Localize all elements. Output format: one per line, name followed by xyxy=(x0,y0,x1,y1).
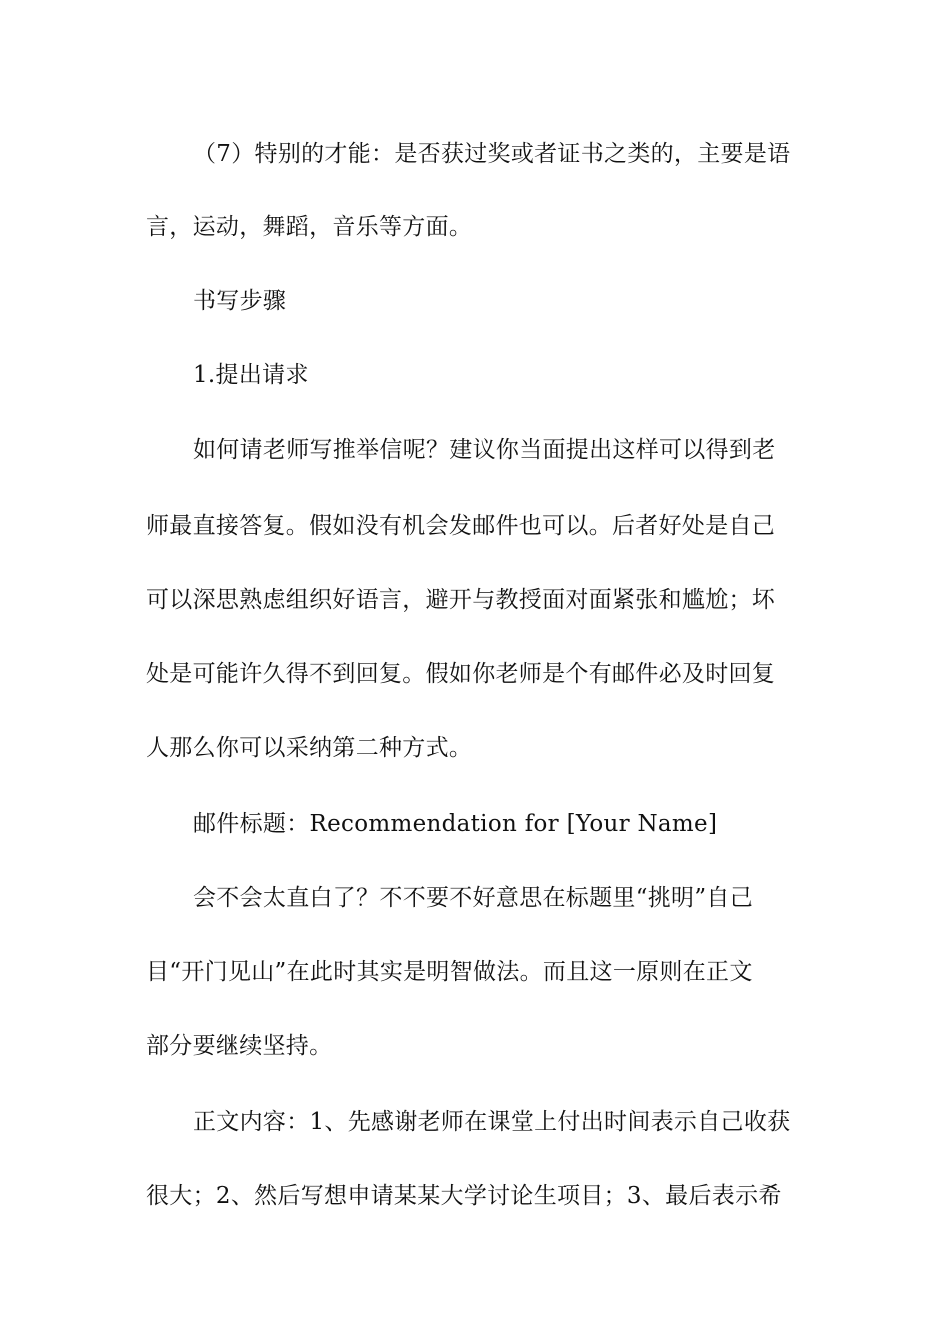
paragraph-request-line-2: 师最直接答复。假如没有机会发邮件也可以。后者好处是自己 xyxy=(146,513,776,539)
paragraph-request-line-1: 如何请老师写推举信呢？建议你当面提出这样可以得到老 xyxy=(193,437,776,463)
paragraph-request-line-4: 处是可能许久得不到回复。假如你老师是个有邮件必及时回复 xyxy=(146,661,776,687)
paragraph-special-talents-line-2: 言，运动，舞蹈，音乐等方面。 xyxy=(146,214,473,240)
paragraph-subject-line-2: 目“开门见山”在此时其实是明智做法。而且这一原则在正文 xyxy=(146,959,753,985)
paragraph-request-line-5: 人那么你可以采纳第二种方式。 xyxy=(146,735,473,761)
email-subject-line: 邮件标题：Recommendation for [Your Name] xyxy=(193,811,718,837)
step-heading-make-request: 1.提出请求 xyxy=(193,362,309,388)
paragraph-body-content-line-1: 正文内容：1、先感谢老师在课堂上付出时间表示自己收获 xyxy=(193,1109,791,1135)
section-heading-writing-steps: 书写步骤 xyxy=(193,288,287,314)
paragraph-subject-line-3: 部分要继续坚持。 xyxy=(146,1033,333,1059)
paragraph-request-line-3: 可以深思熟虑组织好语言，避开与教授面对面紧张和尴尬；坏 xyxy=(146,587,776,613)
paragraph-body-content-line-2: 很大；2、然后写想申请某某大学讨论生项目；3、最后表示希 xyxy=(146,1183,782,1209)
paragraph-special-talents-line-1: （7）特别的才能：是否获过奖或者证书之类的，主要是语 xyxy=(193,141,791,167)
paragraph-subject-line-1: 会不会太直白了？不不要不好意思在标题里“挑明”自己 xyxy=(193,885,754,911)
